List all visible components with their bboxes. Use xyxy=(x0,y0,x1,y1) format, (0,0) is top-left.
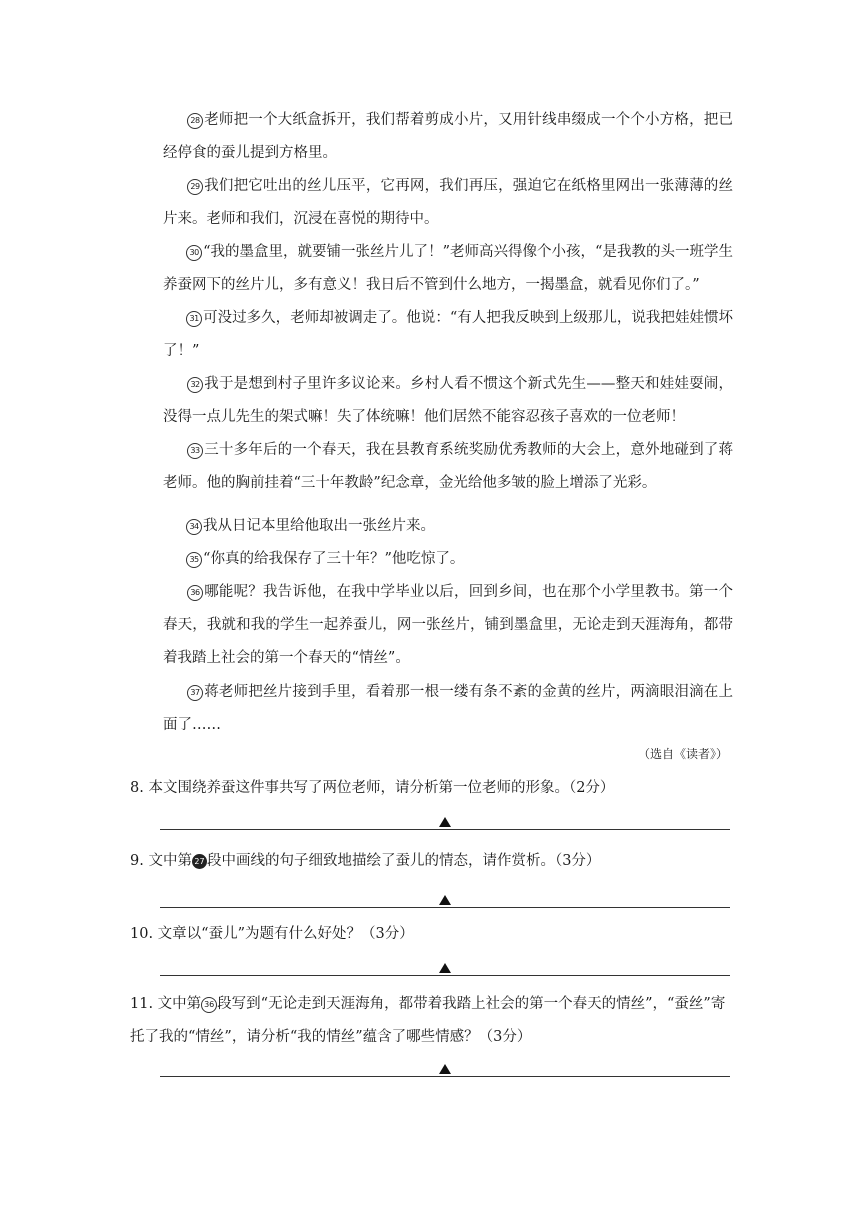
paragraph-text: 老师把一个大纸盒拆开，我们帮着剪成小片，又用针线串缀成一个个小方格，把已经停食的蚕儿提到方格里。 xyxy=(163,112,733,161)
paragraph-32 xyxy=(163,368,733,434)
paragraph-text: 可没过多久，老师却被调走了。他说：“有人把我反映到上级那儿，说我把娃娃惯坏了！” xyxy=(163,310,733,359)
question-8 xyxy=(130,772,734,805)
source-citation: （选自《读者》） xyxy=(637,747,728,761)
paragraph-text: “我的墨盒里，就要铺一张丝片儿了！”老师高兴得像个小孩，“是我教的头一班学生养蚕网下的丝片儿，多有意义！我日后不管到什么地方，一揭墨盒，就看见你们了。” xyxy=(163,244,733,293)
answer-line-11[interactable] xyxy=(160,1058,730,1077)
question-text: 10. 文章以“蚕儿”为题有什么好处？（3分） xyxy=(130,926,414,942)
paragraph-text: “你真的给我保存了三十年？”他吃惊了。 xyxy=(203,551,465,567)
paragraph-number-badge: 28 xyxy=(187,113,203,129)
question-text: 8. 本文围绕养蚕这件事共写了两位老师，请分析第一位老师的形象。（2分） xyxy=(130,780,615,796)
paragraph-33 xyxy=(163,434,733,500)
question-prefix: 9. 文中第 xyxy=(130,853,192,869)
paragraph-text: 我从日记本里给他取出一张丝片来。 xyxy=(203,518,436,534)
paragraph-number-badge: 36 xyxy=(201,997,217,1013)
paragraph-number-badge: 33 xyxy=(187,443,203,459)
paragraph-29 xyxy=(163,170,733,236)
paragraph-text: 三十多年后的一个春天，我在县教育系统奖励优秀教师的大会上，意外地碰到了蒋老师。他的胸前挂着“三十年教龄”纪念章，金光给他多皱的脸上增添了光彩。 xyxy=(163,442,733,491)
paragraph-34 xyxy=(163,510,733,543)
question-9 xyxy=(130,845,734,878)
paragraph-35 xyxy=(163,543,733,576)
paragraph-number-badge: 35 xyxy=(186,552,202,568)
answer-line-10[interactable] xyxy=(160,957,730,976)
paragraph-number-badge: 30 xyxy=(186,245,202,261)
paragraph-31 xyxy=(163,302,733,368)
question-text: 段写到“无论走到天涯海角，都带着我踏上社会的第一个春天的情丝”，“蚕丝”寄托了我的“情丝”，请分析“我的情丝”蕴含了哪些情感？（3分） xyxy=(130,996,726,1045)
answer-line-8[interactable] xyxy=(160,811,730,830)
paragraph-30 xyxy=(163,236,733,302)
paragraph-number-badge: 37 xyxy=(187,685,203,701)
paragraph-number-badge: 32 xyxy=(187,377,203,393)
answer-triangle-icon xyxy=(439,895,451,905)
answer-line-9[interactable] xyxy=(160,889,730,908)
paragraph-37 xyxy=(163,676,733,742)
answer-triangle-icon xyxy=(439,817,451,827)
paragraph-text: 蒋老师把丝片接到手里，看着那一根一缕有条不紊的金黄的丝片，两滴眼泪滴在上面了…… xyxy=(163,684,733,733)
question-prefix: 11. 文中第 xyxy=(130,996,202,1012)
paragraph-text: 我于是想到村子里许多议论来。乡村人看不惯这个新式先生——整天和娃娃耍闹，没得一点儿先生的架式嘛！失了体统嘛！他们居然不能容忍孩子喜欢的一位老师！ xyxy=(163,376,734,425)
question-text: 段中画线的句子细致地描绘了蚕儿的情态，请作赏析。（3分） xyxy=(206,853,601,869)
paragraph-number-badge: 36 xyxy=(187,585,203,601)
paragraph-number-badge: 29 xyxy=(187,179,203,195)
paragraph-number-badge: 27 xyxy=(192,854,207,869)
paragraph-number-badge: 34 xyxy=(186,519,202,535)
question-10 xyxy=(130,918,734,951)
paragraph-text: 我们把它吐出的丝儿压平，它再网，我们再压，强迫它在纸格里网出一张薄薄的丝片来。老师和我们，沉浸在喜悦的期待中。 xyxy=(163,178,733,227)
paragraph-28 xyxy=(163,104,733,170)
paragraph-number-badge: 31 xyxy=(186,311,202,327)
answer-triangle-icon xyxy=(439,963,451,973)
paragraph-36 xyxy=(163,576,733,675)
question-11 xyxy=(130,988,734,1054)
paragraph-text: 哪能呢？我告诉他，在我中学毕业以后，回到乡间，也在那个小学里教书。第一个春天，我就和我的学生一起养蚕儿，网一张丝片，铺到墨盒里，无论走到天涯海角，都带着我踏上社会的第一个春天的“情丝”。 xyxy=(163,584,733,666)
answer-triangle-icon xyxy=(439,1064,451,1074)
